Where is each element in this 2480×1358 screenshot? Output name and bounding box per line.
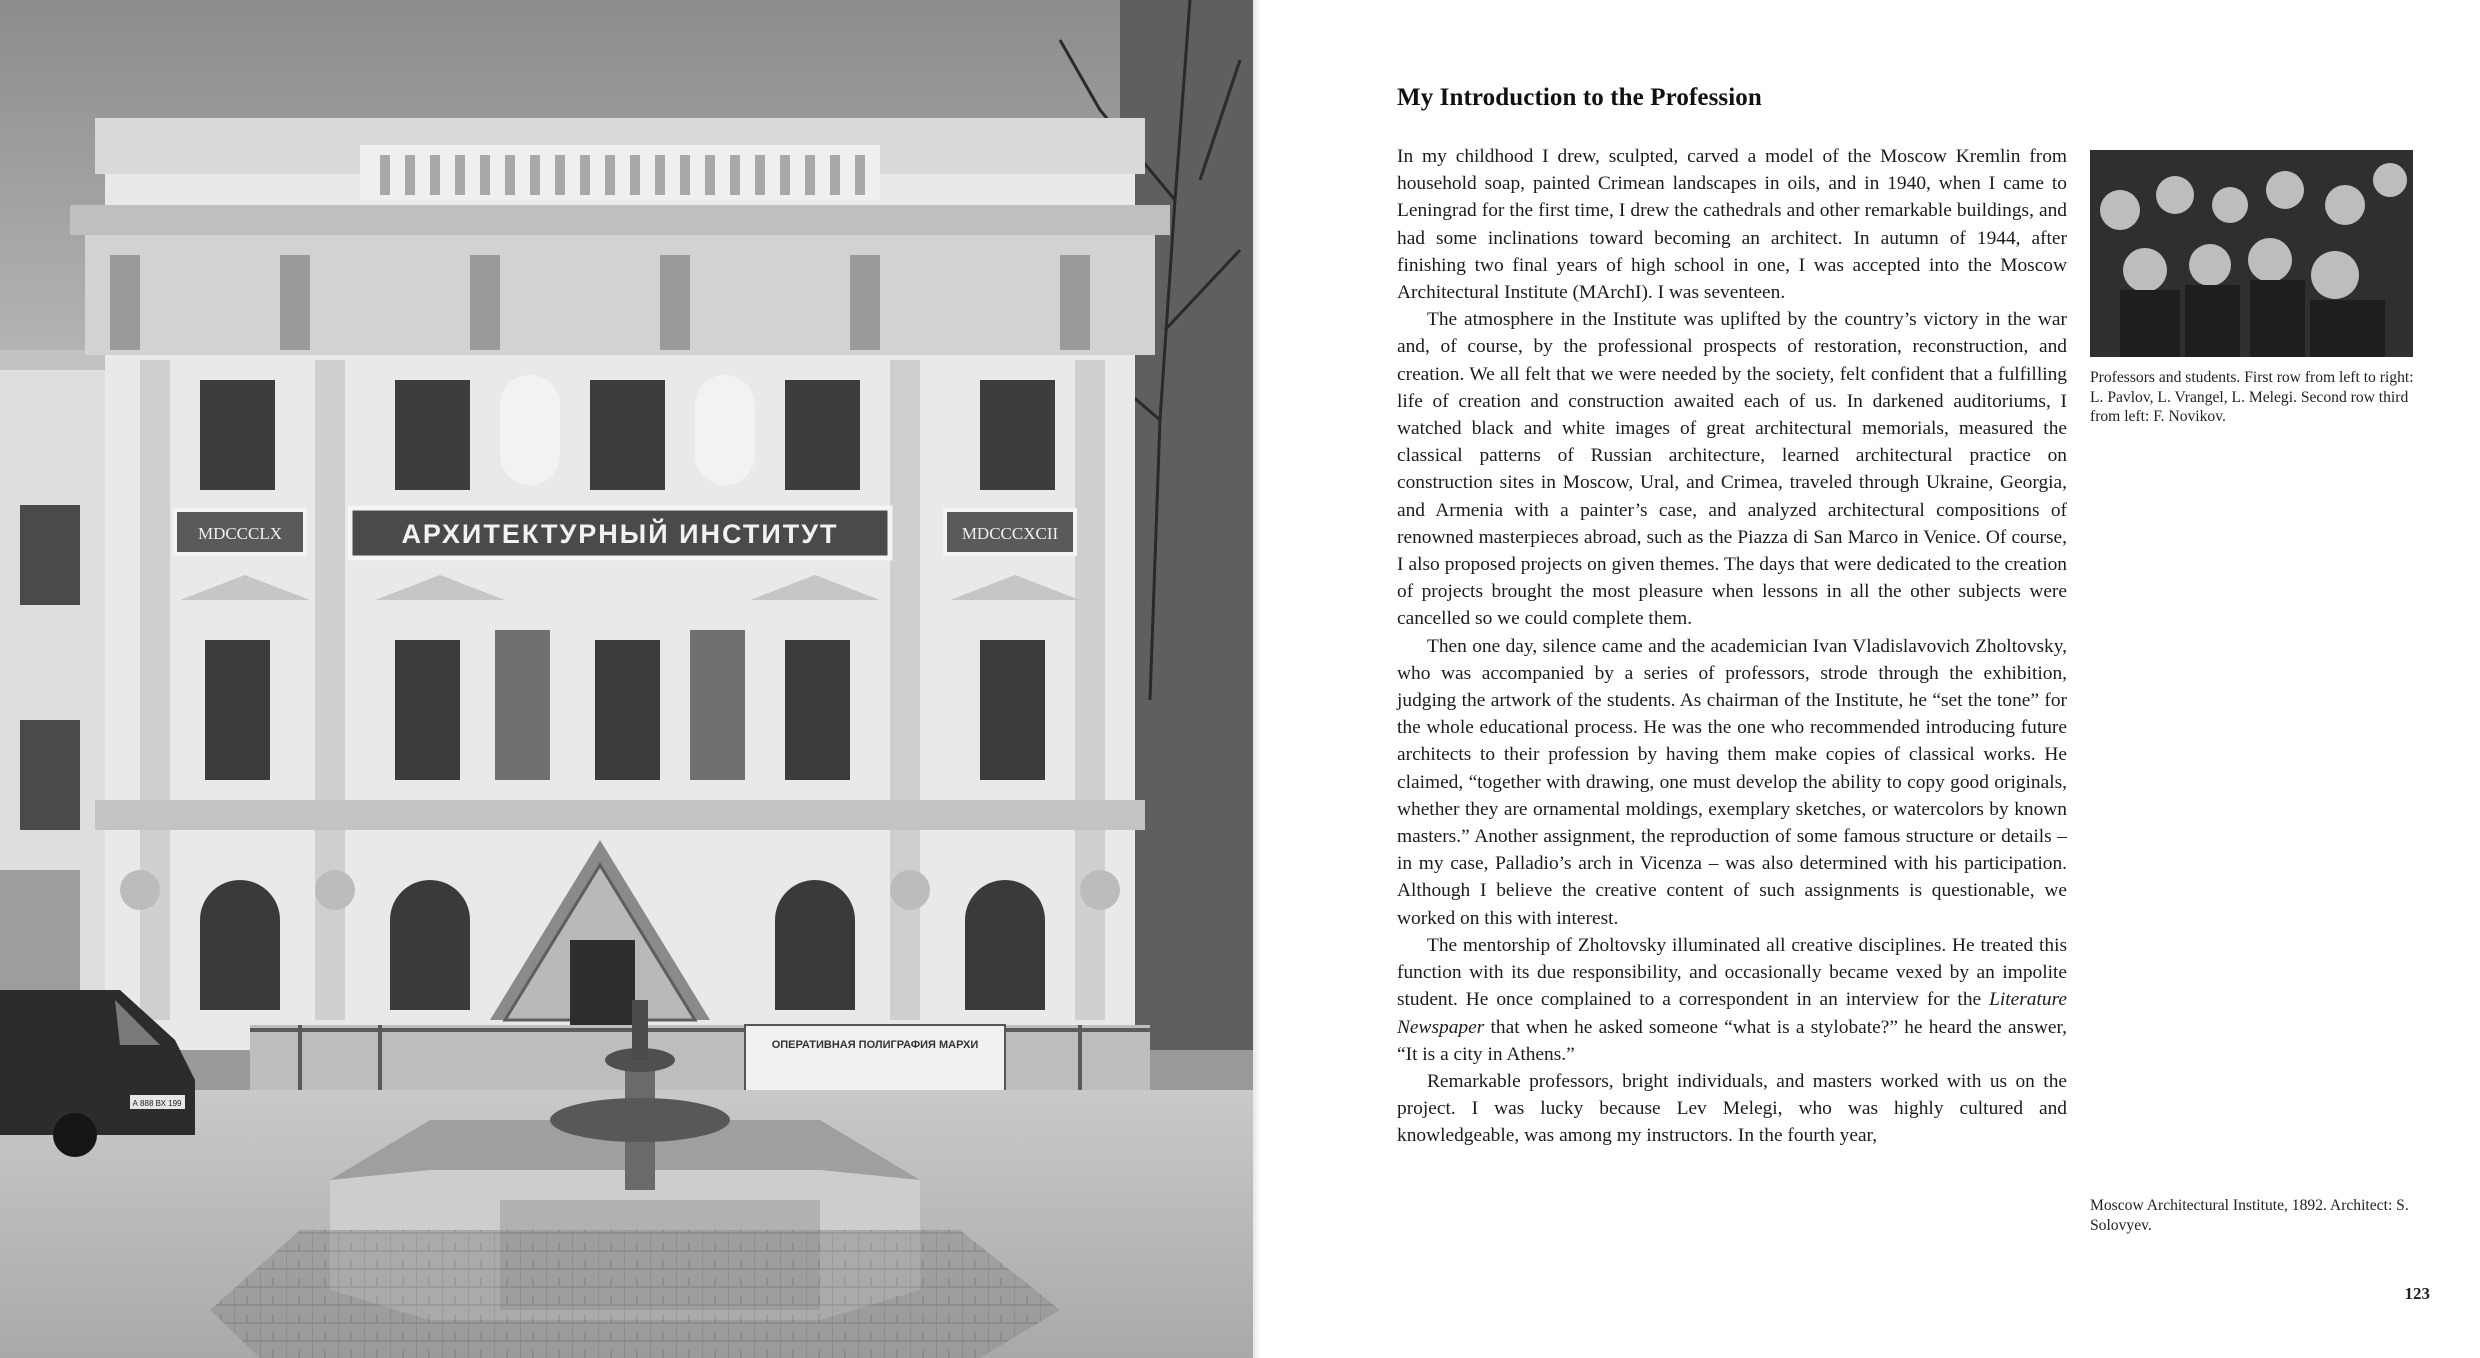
page-number: 123 [2404, 1284, 2430, 1303]
facade-plaque-left: MDCCCLX [197, 524, 283, 543]
paragraph-1: In my childhood I drew, sculpted, carved a model of the Moscow Kremlin from household soap, painted Crimean landscapes in oils, and in 1940, when I came to Leningrad for the first time, I drew the cathedrals and other remarkable buildings, and had some inclinations toward becoming an architect. In autumn of 1944, after finishing two final years of high school in one, I was accepted into the Moscow Architectural Institute (MArchI). I was seventeen. [1397, 146, 2067, 304]
facade-sign: АРХИТЕКТУРНЫЙ ИНСТИТУТ [401, 519, 839, 549]
paragraph-5: Remarkable professors, bright individuals, and masters worked with us on the project. I was lucky because Lev Melegi, who was highly cultured and knowledgeable, was among my instructors. In the fourth year, [1397, 1070, 2067, 1147]
article-body [1397, 143, 2067, 1150]
van-plate: А 888 ВХ 199 [132, 1099, 182, 1108]
section-heading: My Introduction to the Profession [1397, 84, 1762, 111]
paragraph-4-start: The mentorship of Zholtovsky illuminated all creative disciplines. He treated this function with its due responsibility, and occasionally became vexed by an impolite student. He once complained to a correspondent in an interview for the [1397, 934, 2067, 1011]
fence-banner: ОПЕРАТИВНАЯ ПОЛИГРАФИЯ МАРХИ [771, 1039, 979, 1051]
paragraph-4 [1397, 932, 2067, 1068]
group-photo-caption: Professors and students. First row from left to right: L. Pavlov, L. Vrangel, L. Melegi. Second row third from left: F. Novikov. [2090, 369, 2414, 425]
paragraph-3: Then one day, silence came and the academician Ivan Vladislavovich Zholtovsky, who was accompanied by a series of professors, strode through the exhibition, judging the artwork of the students. As chairman of the Institute, he “set the tone” for the whole educational process. He was the one who recommended introducing future architects to their profession by having them make copies of classical works. He claimed, “together with drawing, one must develop the ability to copy good originals, whether they are ornamental moldings, exemplary sketches, or watercolors by known masters.” Another assignment, the reproduction of some famous structure or details – in my case, Palladio’s arch in Vicenza – was also determined with his participation. Although I believe the creative content of such assignments is questionable, we worked on this with interest. [1397, 635, 2067, 929]
building-photo-caption: Moscow Architectural Institute, 1892. Architect: S. Solovyev. [2090, 1197, 2409, 1234]
newspaper-title: Literature Newspaper [1397, 989, 2068, 1038]
facade-plaque-right: MDCCCXCII [961, 524, 1059, 543]
paragraph-4-end: that when he asked someone “what is a stylobate?” he heard the answer, “It is a city in Athens.” [1397, 1016, 2067, 1065]
paragraph-2: The atmosphere in the Institute was uplifted by the country’s victory in the war and, of course, by the professional prospects of restoration, reconstruction, and creation. We all felt that we were needed by the society, felt confident that a fulfilling life of creation and construction awaited each of us. In darkened auditoriums, I watched black and white images of great architectural memorials, measured the classical patterns of Russian architecture, learned architectural practice on construction sites in Moscow, Ural, and Crimea, traveled through Ukraine, Georgia, and Armenia with a painter’s case, and analyzed architectural compositions of renowned masterpieces abroad, such as the Piazza di San Marco in Venice. Of course, I also proposed projects on given themes. The days that were dedicated to the creation of projects brought the most pleasure when lessons in all the other subjects were cancelled so we could complete them. [1397, 309, 2067, 630]
group-photo [2090, 150, 2413, 357]
page-gutter [1253, 0, 1261, 1358]
